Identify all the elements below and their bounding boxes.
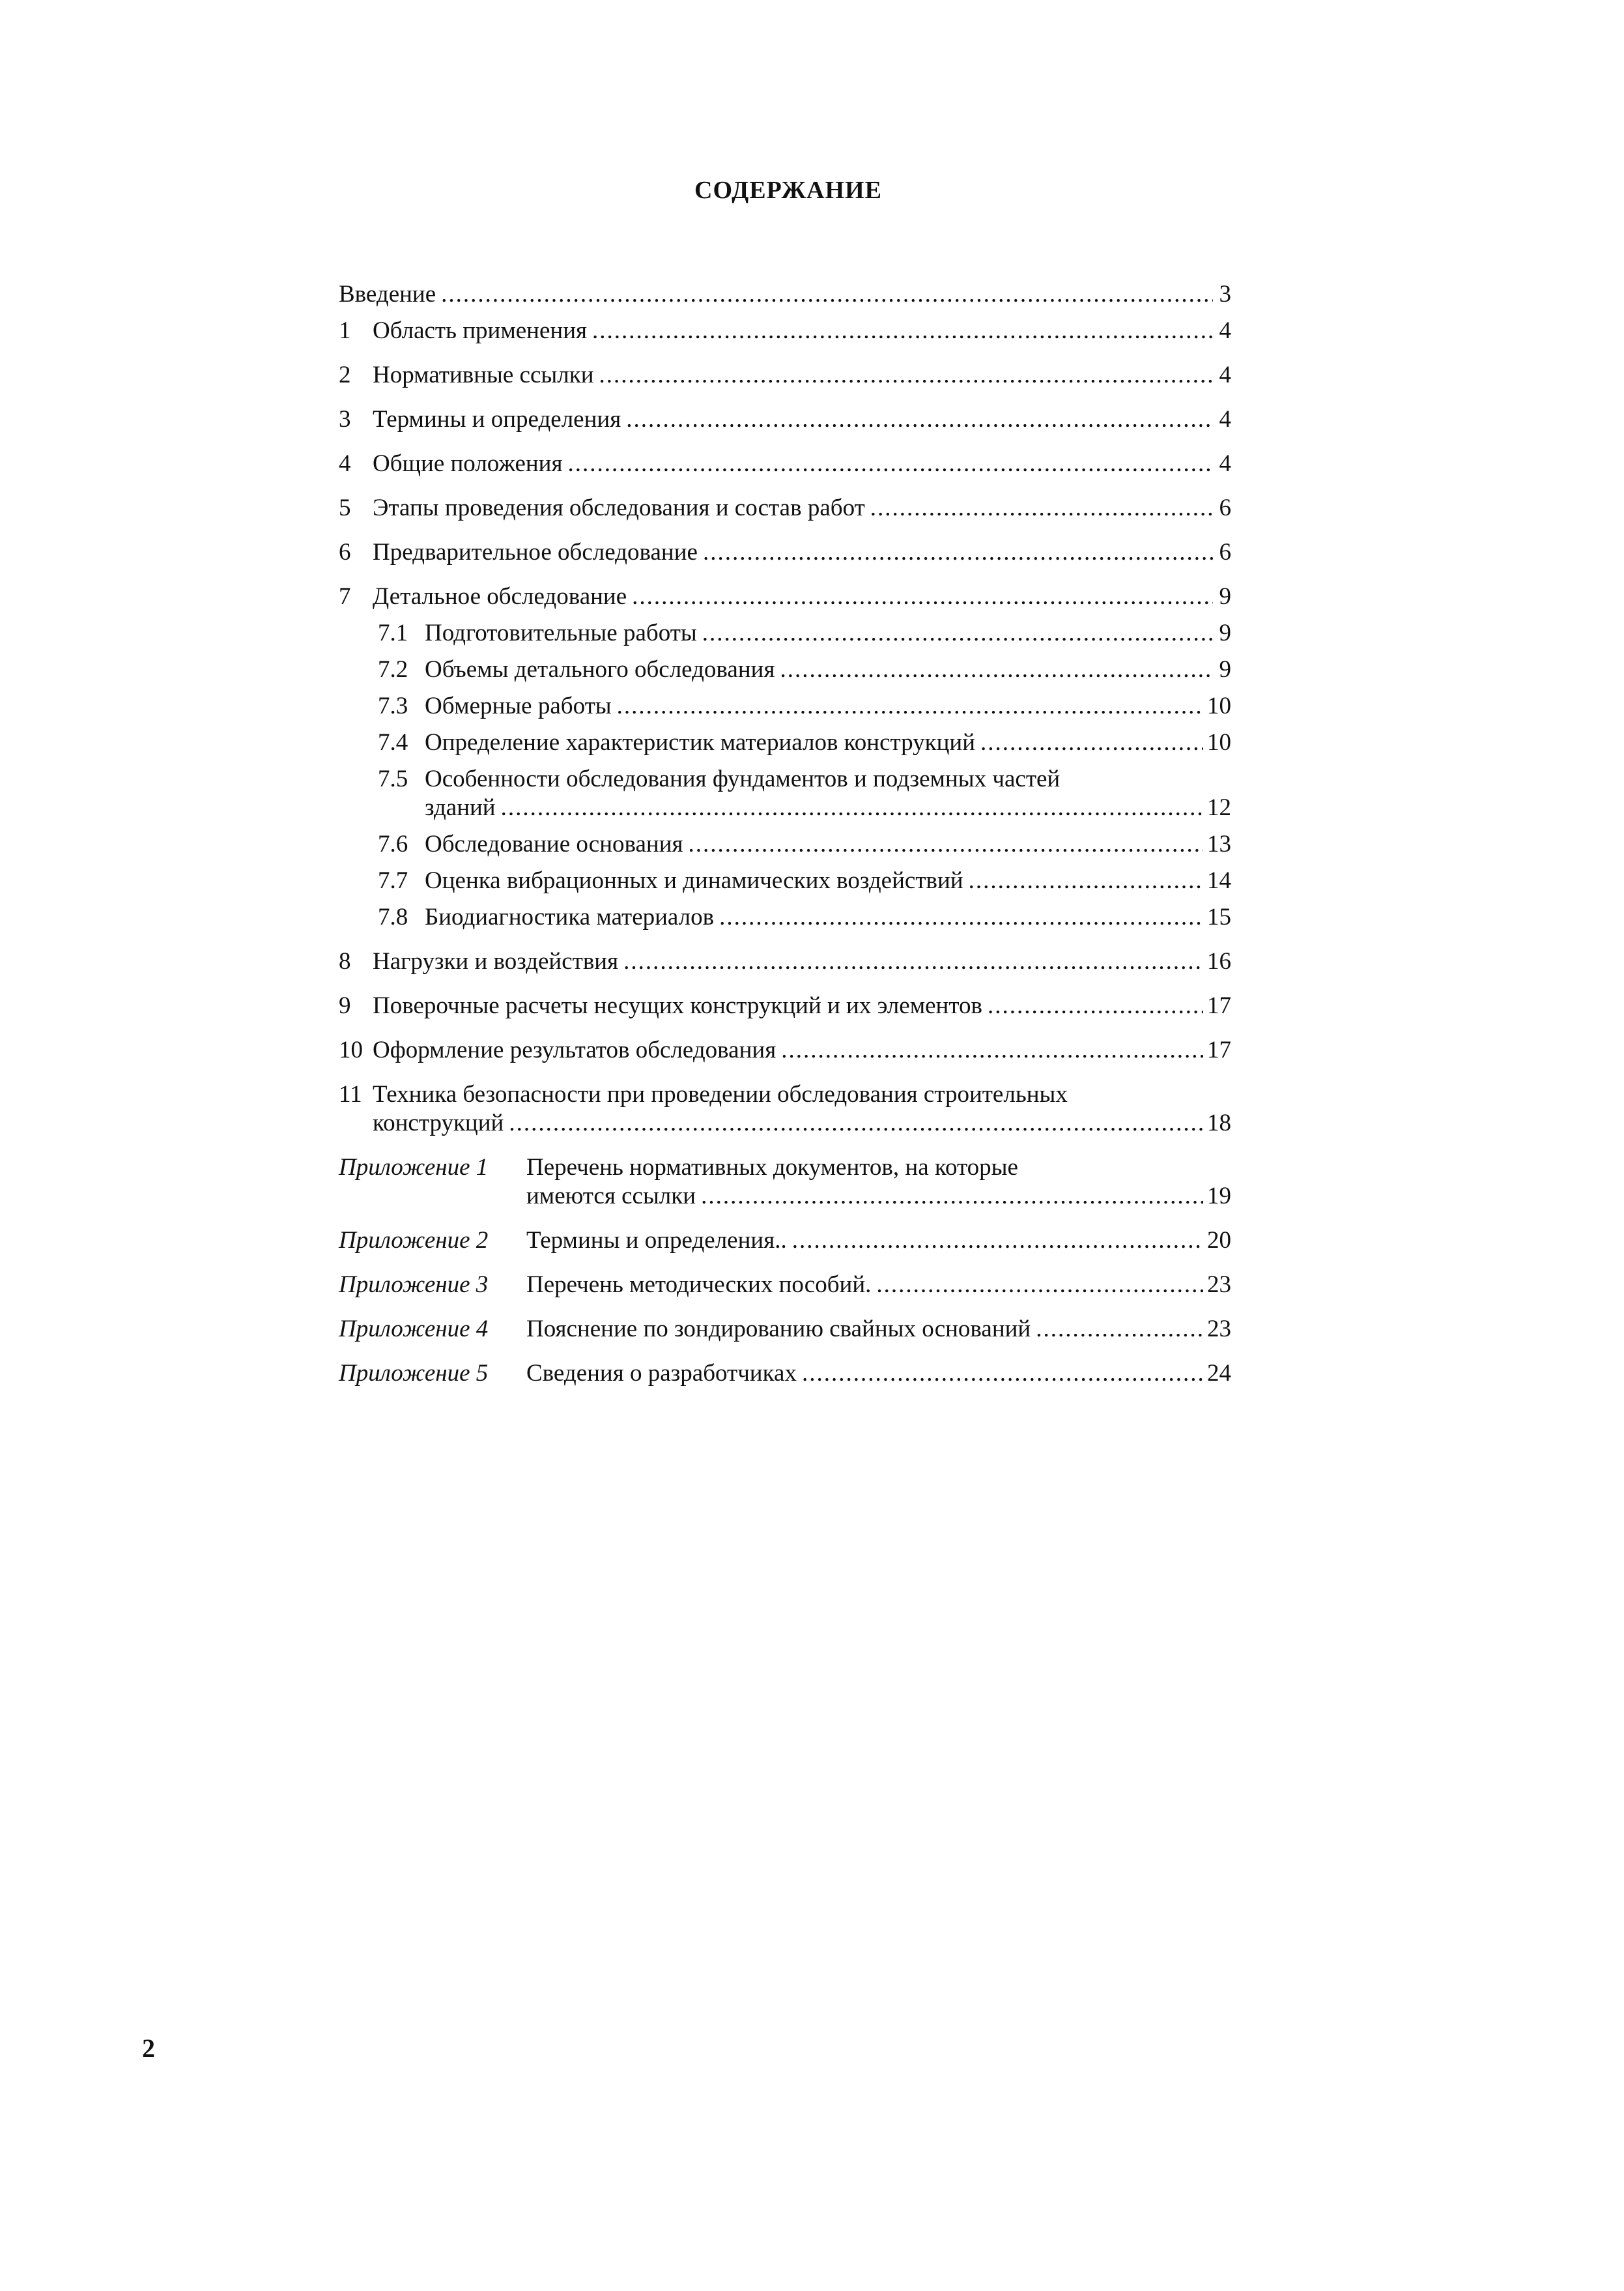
toc-number: 7.4 <box>378 729 408 756</box>
dot-leader <box>703 538 1213 567</box>
toc-entry <box>339 830 1231 859</box>
toc-entry <box>339 1271 1231 1299</box>
toc-entry <box>339 1153 1231 1211</box>
toc-number: 1 <box>339 317 351 344</box>
appendix-label: Приложение 2 <box>339 1227 489 1254</box>
toc-page-number: 19 <box>1207 1183 1231 1209</box>
dot-leader <box>969 867 1203 895</box>
toc-title: Термины и определения <box>373 406 621 433</box>
toc-page-number: 17 <box>1207 1037 1231 1063</box>
toc-entry <box>339 1080 1231 1138</box>
toc-entry <box>339 538 1231 567</box>
toc-page-number: 13 <box>1207 831 1231 857</box>
dot-leader <box>780 656 1213 684</box>
toc-entry <box>339 1315 1231 1344</box>
toc-title: Сведения о разработчиках <box>526 1360 797 1387</box>
dot-leader <box>689 830 1203 859</box>
toc-number: 10 <box>339 1037 363 1063</box>
toc-number: 3 <box>339 406 351 433</box>
toc-number: 7.3 <box>378 693 408 719</box>
toc-page-number: 16 <box>1207 948 1231 975</box>
toc-number: 7.1 <box>378 620 408 646</box>
dot-leader <box>702 619 1213 648</box>
dot-leader <box>441 280 1213 309</box>
toc-number: 2 <box>339 362 351 388</box>
toc-title: Нагрузки и воздействия <box>373 948 619 975</box>
dot-leader <box>988 992 1203 1020</box>
toc-entry <box>339 317 1231 345</box>
toc-number: 4 <box>339 450 351 477</box>
dot-leader <box>980 728 1203 757</box>
toc-entry <box>339 405 1231 434</box>
toc-title: Обследование основания <box>425 831 683 857</box>
toc-number: 7 <box>339 583 351 610</box>
toc-title: Этапы проведения обследования и состав работ <box>373 495 865 521</box>
toc-page-number: 18 <box>1207 1110 1231 1136</box>
toc-number: 6 <box>339 539 351 566</box>
dot-leader <box>802 1359 1203 1388</box>
toc-entry <box>339 1036 1231 1065</box>
toc-title: Поверочные расчеты несущих конструкций и их элементов <box>373 992 982 1019</box>
toc-number: 7.8 <box>378 904 408 930</box>
toc-page-number: 9 <box>1219 656 1231 683</box>
toc-entry <box>339 867 1231 895</box>
dot-leader <box>626 405 1213 434</box>
toc-page-number: 9 <box>1219 620 1231 646</box>
toc-number: 7.7 <box>378 867 408 894</box>
dot-leader <box>509 1109 1203 1138</box>
toc-title: Детальное обследование <box>373 583 627 610</box>
toc-entry <box>339 494 1231 523</box>
toc-number: 11 <box>339 1081 362 1108</box>
toc-title-continued: имеются ссылки <box>526 1183 696 1209</box>
appendix-label: Приложение 3 <box>339 1271 489 1298</box>
toc-title: Общие положения <box>373 450 563 477</box>
toc-page-number: 23 <box>1207 1271 1231 1298</box>
toc-title: Объемы детального обследования <box>425 656 775 683</box>
toc-title: Введение <box>339 281 436 308</box>
toc-entry <box>339 583 1231 611</box>
dot-leader <box>592 317 1213 345</box>
toc-number: 8 <box>339 948 351 975</box>
page-title: СОДЕРЖАНИЕ <box>694 177 882 204</box>
toc-title: Нормативные ссылки <box>373 362 594 388</box>
toc-entry <box>339 947 1231 976</box>
toc-page-number: 24 <box>1207 1360 1231 1387</box>
toc-title: Обмерные работы <box>425 693 612 719</box>
toc-page-number: 4 <box>1219 362 1231 388</box>
toc-title: Подготовительные работы <box>425 620 697 646</box>
toc-page-number: 14 <box>1207 867 1231 894</box>
toc-number: 7.2 <box>378 656 408 683</box>
toc-title: Определение характеристик материалов конструкций <box>425 729 976 756</box>
toc-title: Биодиагностика материалов <box>425 904 715 930</box>
table-of-contents <box>339 280 1231 1388</box>
toc-entry <box>339 1226 1231 1255</box>
toc-title: Предварительное обследование <box>373 539 698 566</box>
page-number: 2 <box>142 2034 155 2063</box>
toc-page-number: 10 <box>1207 693 1231 719</box>
appendix-label: Приложение 4 <box>339 1316 489 1342</box>
toc-title: Перечень методических пособий. <box>526 1271 872 1298</box>
toc-title: Оценка вибрационных и динамических воздействий <box>425 867 963 894</box>
dot-leader <box>599 361 1213 390</box>
dot-leader <box>632 583 1213 611</box>
dot-leader <box>567 450 1213 478</box>
toc-page-number: 10 <box>1207 729 1231 756</box>
toc-title: Область применения <box>373 317 588 344</box>
toc-entry <box>339 656 1231 684</box>
toc-entry <box>339 992 1231 1020</box>
toc-entry <box>339 692 1231 721</box>
toc-page-number: 3 <box>1219 281 1231 308</box>
toc-title: Особенности обследования фундаментов и подземных частей <box>425 766 1061 792</box>
toc-entry <box>339 280 1231 309</box>
toc-page-number: 4 <box>1219 406 1231 433</box>
dot-leader <box>501 794 1203 822</box>
toc-number: 5 <box>339 495 351 521</box>
toc-page-number: 12 <box>1207 794 1231 821</box>
toc-page-number: 9 <box>1219 583 1231 610</box>
toc-entry <box>339 1359 1231 1388</box>
toc-page-number: 6 <box>1219 539 1231 566</box>
toc-entry <box>339 728 1231 757</box>
toc-title: Пояснение по зондированию свайных оснований <box>526 1316 1031 1342</box>
toc-number: 7.5 <box>378 766 408 792</box>
dot-leader <box>617 692 1203 721</box>
dot-leader <box>781 1036 1203 1065</box>
toc-page-number: 4 <box>1219 450 1231 477</box>
dot-leader <box>1036 1315 1203 1344</box>
appendix-label: Приложение 5 <box>339 1360 489 1387</box>
dot-leader <box>870 494 1213 523</box>
toc-entry <box>339 361 1231 390</box>
dot-leader <box>792 1226 1203 1255</box>
dot-leader <box>623 947 1203 976</box>
dot-leader <box>701 1182 1203 1211</box>
toc-page-number: 6 <box>1219 495 1231 521</box>
toc-title: Перечень нормативных документов, на которые <box>526 1154 1018 1181</box>
dot-leader <box>719 903 1203 932</box>
toc-page-number: 15 <box>1207 904 1231 930</box>
toc-title: Техника безопасности при проведении обследования строительных <box>373 1081 1068 1108</box>
appendix-label: Приложение 1 <box>339 1154 489 1181</box>
toc-page-number: 23 <box>1207 1316 1231 1342</box>
toc-entry <box>339 450 1231 478</box>
toc-number: 7.6 <box>378 831 408 857</box>
toc-title-continued: конструкций <box>373 1110 504 1136</box>
toc-entry <box>339 903 1231 932</box>
toc-title: Термины и определения.. <box>526 1227 787 1254</box>
toc-title-continued: зданий <box>425 794 496 821</box>
toc-number: 9 <box>339 992 351 1019</box>
toc-page-number: 20 <box>1207 1227 1231 1254</box>
toc-entry <box>339 619 1231 648</box>
dot-leader <box>876 1271 1203 1299</box>
toc-title: Оформление результатов обследования <box>373 1037 776 1063</box>
toc-page-number: 17 <box>1207 992 1231 1019</box>
toc-entry <box>339 765 1231 822</box>
toc-page-number: 4 <box>1219 317 1231 344</box>
